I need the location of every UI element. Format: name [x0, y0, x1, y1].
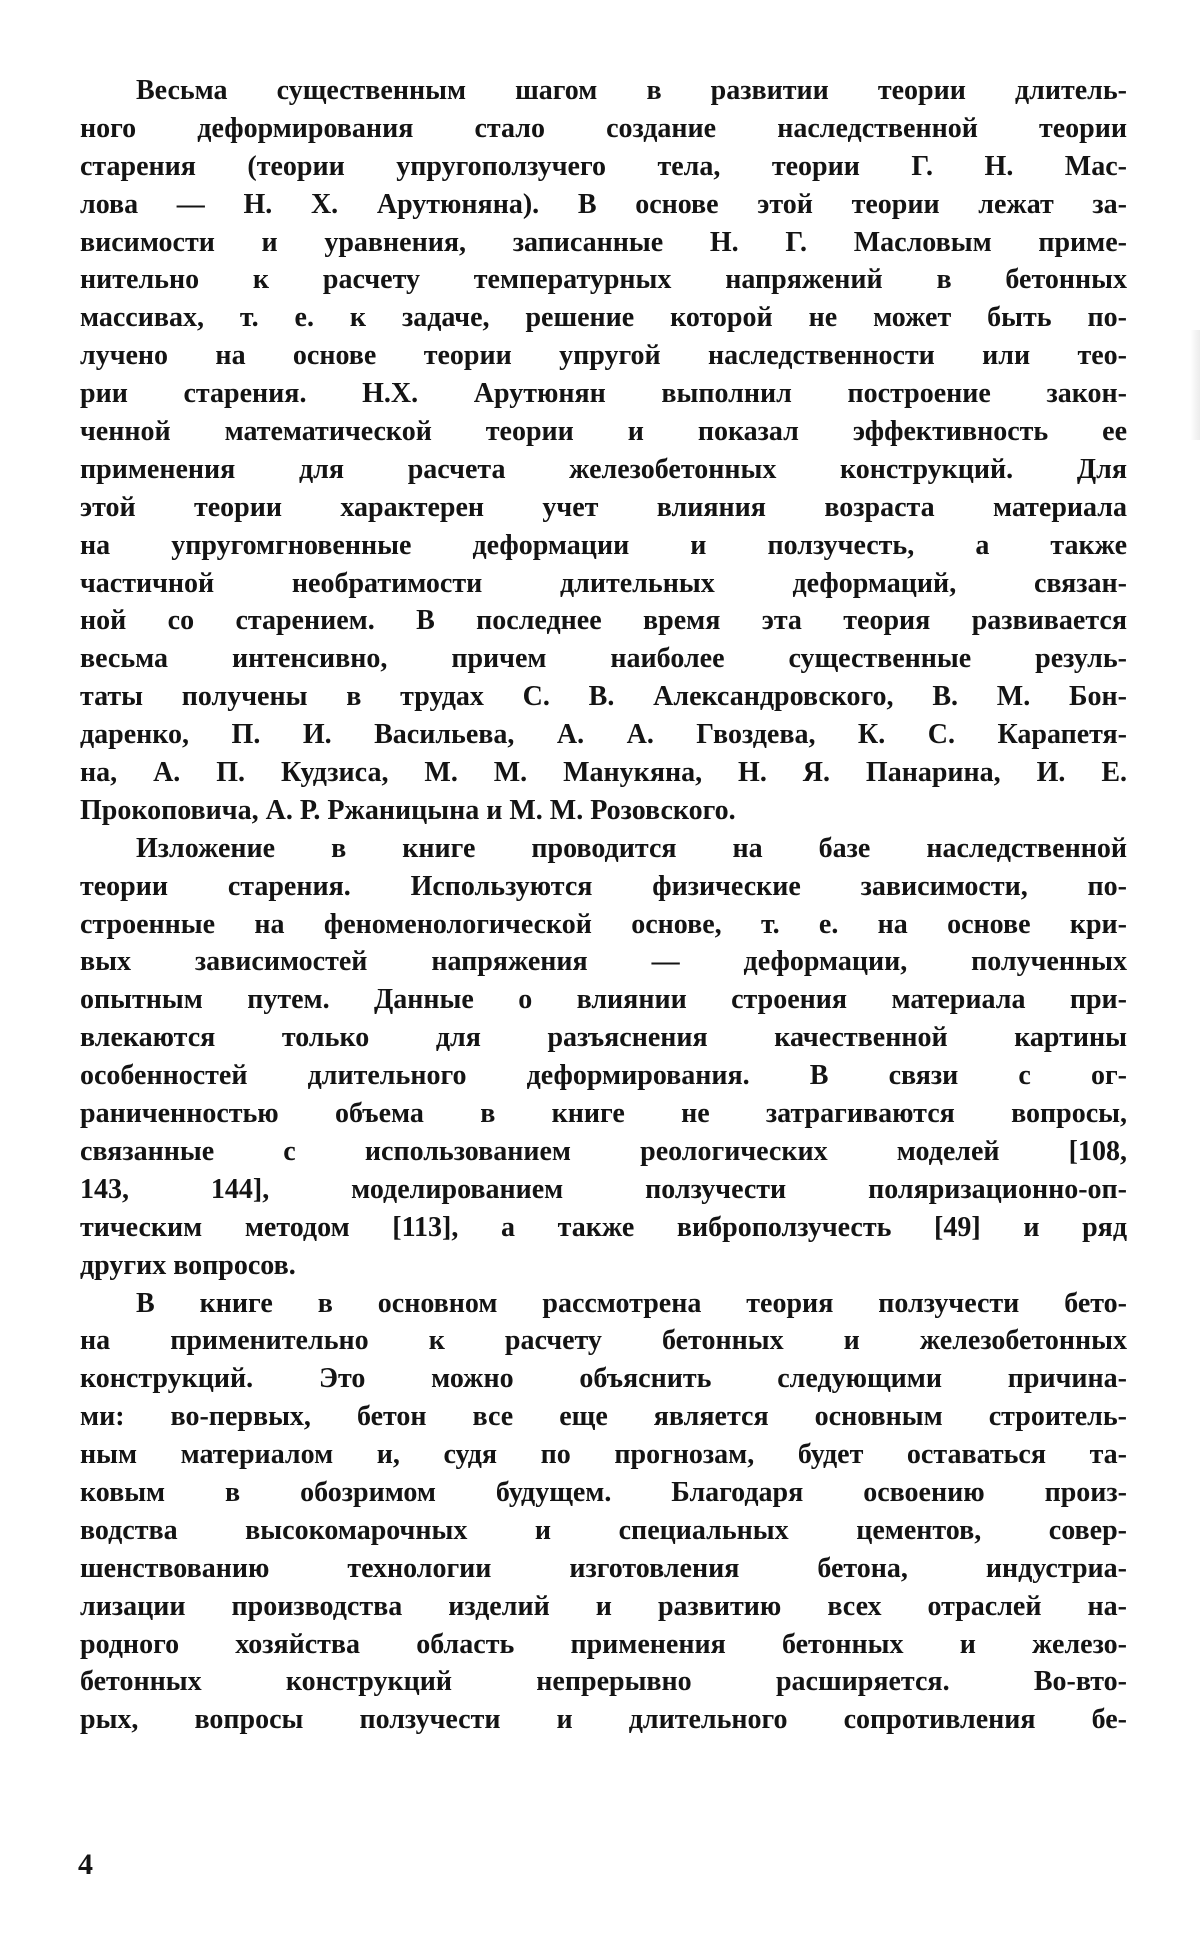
- text-line: рии старения. Н.Х. Арутюнян выполнил построение закон-: [80, 378, 1127, 410]
- text-line: ми: во-первых, бетон все еще является основным строитель-: [80, 1401, 1127, 1433]
- paragraph-1: [80, 72, 1127, 830]
- text-line: рых, вопросы ползучести и длительного сопротивления бе-: [80, 1704, 1127, 1736]
- text-line: влекаются только для разъяснения качественной картины: [80, 1022, 1127, 1054]
- text-line: ченной математической теории и показал эффективность ее: [80, 416, 1127, 448]
- text-line: таты получены в трудах С. В. Александровского, В. М. Бон-: [80, 681, 1127, 713]
- text-line: применения для расчета железобетонных конструкций. Для: [80, 453, 1127, 485]
- text-line: шенствованию технологии изготовления бетона, индустриа-: [80, 1552, 1127, 1584]
- text-line: опытным путем. Данные о влиянии строения материала при-: [80, 984, 1127, 1016]
- text-line: Весьма существенным шагом в развитии теории длитель-: [136, 75, 1127, 106]
- text-line: лучено на основе теории упругой наследственности или тео-: [80, 340, 1127, 372]
- text-line: строенные на феноменологической основе, т. е. на основе кри-: [80, 908, 1127, 940]
- page-number: 4: [78, 1848, 93, 1881]
- text-line: водства высокомарочных и специальных цементов, совер-: [80, 1514, 1127, 1546]
- page-edge-shadow: [1190, 330, 1200, 440]
- text-line: нительно к расчету температурных напряжений в бетонных: [80, 264, 1127, 296]
- paragraph-2: [80, 830, 1127, 1285]
- text-line: В книге в основном рассмотрена теория ползучести бето-: [136, 1287, 1127, 1319]
- text-line: висимости и уравнения, записанные Н. Г. Масловым приме-: [80, 226, 1127, 258]
- text-line: родного хозяйства область применения бетонных и железо-: [80, 1628, 1127, 1660]
- text-line: тическим методом [113], а также виброползучесть [49] и ряд: [80, 1211, 1127, 1243]
- text-line: частичной необратимости длительных деформаций, связан-: [80, 567, 1127, 599]
- text-line: раниченностью объема в книге не затрагиваются вопросы,: [80, 1098, 1127, 1130]
- text-line: на упругомгновенные деформации и ползучесть, а также: [80, 529, 1127, 561]
- paragraph-3: [80, 1285, 1127, 1740]
- text-line: Прокоповича, А. Р. Ржаницына и М. М. Розовского.: [80, 794, 736, 826]
- text-line: на, А. П. Кудзиса, М. М. Манукяна, Н. Я. Панарина, И. Е.: [80, 757, 1127, 789]
- text-line: ного деформирования стало создание наследственной теории: [80, 112, 1127, 144]
- text-line: ковым в обозримом будущем. Благодаря освоению произ-: [80, 1476, 1127, 1508]
- text-line: даренко, П. И. Васильева, А. А. Гвоздева, К. С. Карапетя-: [80, 719, 1127, 751]
- text-line: теории старения. Используются физические зависимости, по-: [80, 870, 1127, 902]
- text-line: бетонных конструкций непрерывно расширяется. Во-вто-: [80, 1666, 1127, 1698]
- text-line: особенностей длительного деформирования. В связи с ог-: [80, 1060, 1127, 1092]
- text-line: лова — Н. Х. Арутюняна). В основе этой теории лежат за-: [80, 188, 1127, 220]
- text-line: массивах, т. е. к задаче, решение которой не может быть по-: [80, 302, 1127, 334]
- text-line: старения (теории упругоползучего тела, теории Г. Н. Мас-: [80, 150, 1127, 182]
- text-line: лизации производства изделий и развитию всех отраслей на-: [80, 1590, 1127, 1622]
- text-line: ной со старением. В последнее время эта теория развивается: [80, 605, 1127, 637]
- body-text: [80, 72, 1127, 1739]
- text-line: весьма интенсивно, причем наиболее существенные резуль-: [80, 643, 1127, 675]
- text-line: 143, 144], моделированием ползучести поляризационно-оп-: [80, 1173, 1127, 1205]
- text-line: этой теории характерен учет влияния возраста материала: [80, 491, 1127, 523]
- text-line: конструкций. Это можно объяснить следующими причина-: [80, 1363, 1127, 1395]
- text-line: ным материалом и, судя по прогнозам, будет оставаться та-: [80, 1439, 1127, 1471]
- text-line: связанные с использованием реологических моделей [108,: [80, 1135, 1127, 1167]
- text-line: Изложение в книге проводится на базе наследственной: [136, 832, 1127, 864]
- text-line: других вопросов.: [80, 1249, 296, 1281]
- text-line: на применительно к расчету бетонных и железобетонных: [80, 1325, 1127, 1357]
- text-line: вых зависимостей напряжения — деформации, полученных: [80, 946, 1127, 978]
